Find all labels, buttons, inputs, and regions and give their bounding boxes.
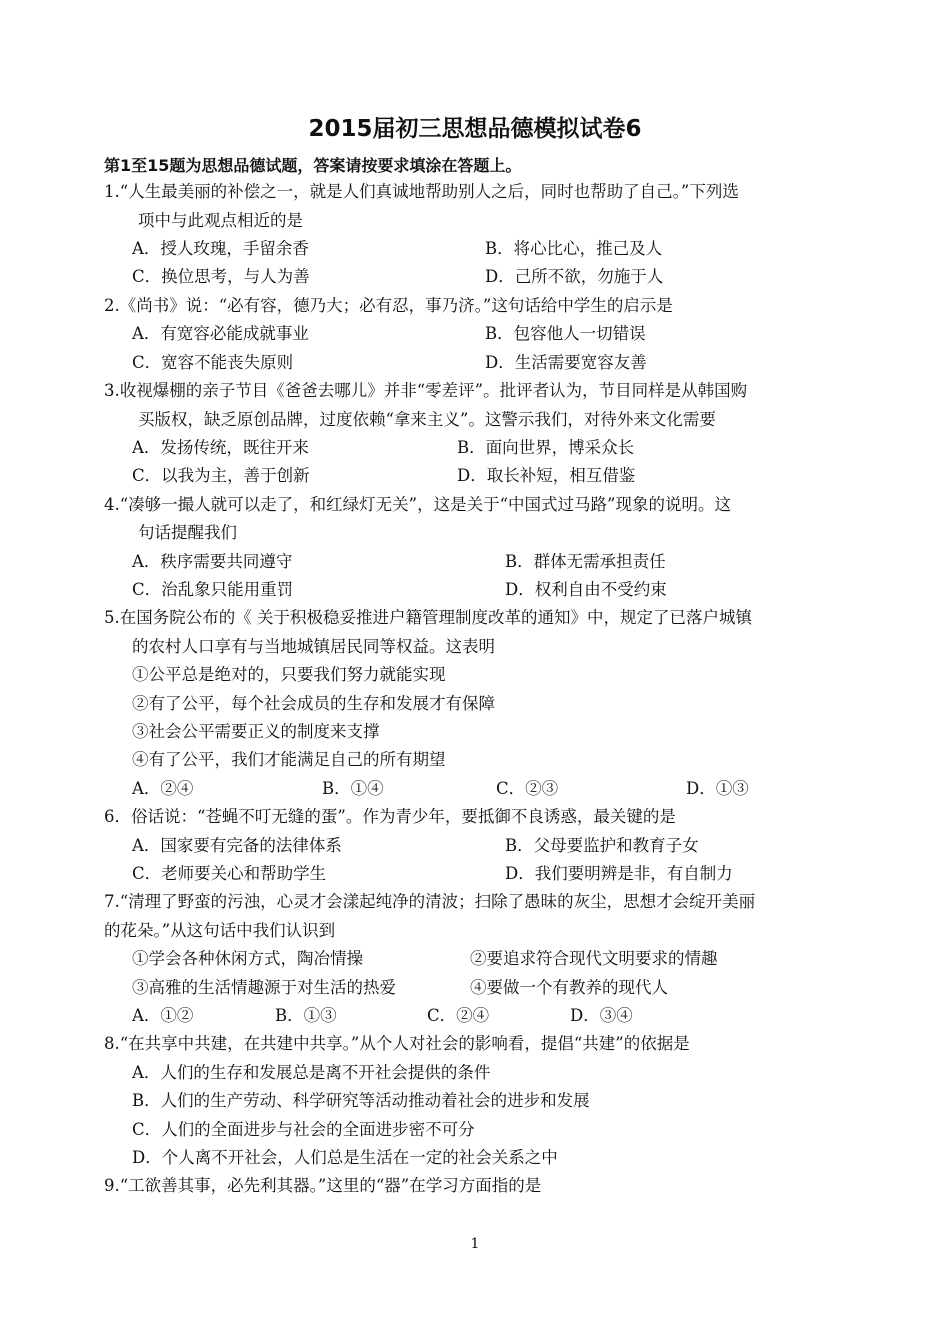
q5-stem-line1: 5.在国务院公布的《 关于积极稳妥推进户籍管理制度改革的通知》中，规定了已落户城镇 <box>104 608 752 627</box>
q8-option-a: A．人们的生存和发展总是离不开社会提供的条件 <box>132 1063 491 1082</box>
q8-option-b: B．人们的生产劳动、科学研究等活动推动着社会的进步和发展 <box>132 1091 590 1110</box>
q2-option-d: D．生活需要宽容友善 <box>485 353 647 372</box>
q3-option-c: C．以我为主，善于创新 <box>132 466 310 485</box>
q7-option-c: C．②④ <box>427 1006 490 1025</box>
q3-stem-line1: 3.收视爆棚的亲子节目《爸爸去哪儿》并非“零差评”。批评者认为，节目同样是从韩国购 <box>104 381 748 400</box>
q5-option-d: D．①③ <box>686 779 749 798</box>
q6-option-c: C．老师要关心和帮助学生 <box>132 864 327 883</box>
q7-option-a: A．①② <box>132 1006 194 1025</box>
q5-statement-3: ③社会公平需要正义的制度来支撑 <box>132 722 380 741</box>
q8-option-d: D．个人离不开社会，人们总是生活在一定的社会关系之中 <box>132 1148 558 1167</box>
q1-option-b: B．将心比心，推己及人 <box>485 239 663 258</box>
q9-stem-line1: 9.“工欲善其事，必先利其器。”这里的“器”在学习方面指的是 <box>104 1176 542 1195</box>
q1-option-a: A．授人玫瑰，手留余香 <box>132 239 309 258</box>
q4-option-a: A．秩序需要共同遵守 <box>132 552 293 571</box>
q3-stem-line2: 买版权，缺乏原创品牌，过度依赖“拿来主义”。这警示我们，对待外来文化需要 <box>138 410 716 429</box>
q5-option-c: C．②③ <box>496 779 559 798</box>
q1-option-c: C．换位思考，与人为善 <box>132 267 310 286</box>
q6-option-b: B．父母要监护和教育子女 <box>505 836 699 855</box>
q7-statement-2: ②要追求符合现代文明要求的情趣 <box>470 949 718 968</box>
q2-option-c: C．宽容不能丧失原则 <box>132 353 294 372</box>
page-title: 2015届初三思想品德模拟试卷6 <box>308 116 642 142</box>
q2-option-b: B．包容他人一切错误 <box>485 324 646 343</box>
q4-option-b: B．群体无需承担责任 <box>505 552 666 571</box>
q4-option-c: C．治乱象只能用重罚 <box>132 580 294 599</box>
q5-option-b: B．①④ <box>322 779 384 798</box>
q7-option-d: D．③④ <box>570 1006 633 1025</box>
q1-stem-line2: 项中与此观点相近的是 <box>138 211 303 230</box>
q3-option-d: D．取长补短，相互借鉴 <box>457 466 636 485</box>
q7-statement-3: ③高雅的生活情趣源于对生活的热爱 <box>132 978 396 997</box>
q6-option-a: A．国家要有完备的法律体系 <box>132 836 342 855</box>
q7-statement-1: ①学会各种休闲方式，陶冶情操 <box>132 949 363 968</box>
q5-statement-4: ④有了公平，我们才能满足自己的所有期望 <box>132 750 446 769</box>
q7-stem-line1: 7.“清理了野蛮的污浊，心灵才会漾起纯净的清波；扫除了愚昧的灰尘，思想才会绽开美丽 <box>104 892 756 911</box>
q4-stem-line2: 句话提醒我们 <box>138 523 237 542</box>
q5-statement-1: ①公平总是绝对的，只要我们努力就能实现 <box>132 665 446 684</box>
q5-statement-2: ②有了公平，每个社会成员的生存和发展才有保障 <box>132 694 495 713</box>
q5-stem-line2: 的农村人口享有与当地城镇居民同等权益。这表明 <box>132 637 495 656</box>
q3-option-a: A．发扬传统，既往开来 <box>132 438 309 457</box>
q7-option-b: B．①③ <box>275 1006 337 1025</box>
instruction-text: 第1至15题为思想品德试题，答案请按要求填涂在答题上。 <box>104 156 522 175</box>
q4-stem-line1: 4.“凑够一撮人就可以走了，和红绿灯无关”，这是关于“中国式过马路”现象的说明。这 <box>104 495 731 514</box>
q3-option-b: B．面向世界，博采众长 <box>457 438 635 457</box>
page-number: 1 <box>470 1236 480 1252</box>
q5-option-a: A．②④ <box>132 779 194 798</box>
q1-stem-line1: 1.“人生最美丽的补偿之一，就是人们真诚地帮助别人之后，同时也帮助了自己。”下列选 <box>104 182 739 201</box>
q6-stem-line1: 6．俗话说：“苍蝇不叮无缝的蛋”。作为青少年，要抵御不良诱惑，最关键的是 <box>104 807 676 826</box>
q2-option-a: A．有宽容必能成就事业 <box>132 324 309 343</box>
q7-stem-line2: 的花朵。”从这句话中我们认识到 <box>104 921 336 940</box>
q2-stem-line1: 2.《尚书》说：“必有容，德乃大；必有忍，事乃济。”这句话给中学生的启示是 <box>104 296 673 315</box>
q7-statement-4: ④要做一个有教养的现代人 <box>470 978 668 997</box>
q1-option-d: D．己所不欲，勿施于人 <box>485 267 664 286</box>
q6-option-d: D．我们要明辨是非，有自制力 <box>505 864 733 883</box>
q4-option-d: D．权利自由不受约束 <box>505 580 667 599</box>
q8-stem-line1: 8.“在共享中共建，在共建中共享。”从个人对社会的影响看，提倡“共建”的依据是 <box>104 1034 690 1053</box>
q8-option-c: C．人们的全面进步与社会的全面进步密不可分 <box>132 1120 475 1139</box>
